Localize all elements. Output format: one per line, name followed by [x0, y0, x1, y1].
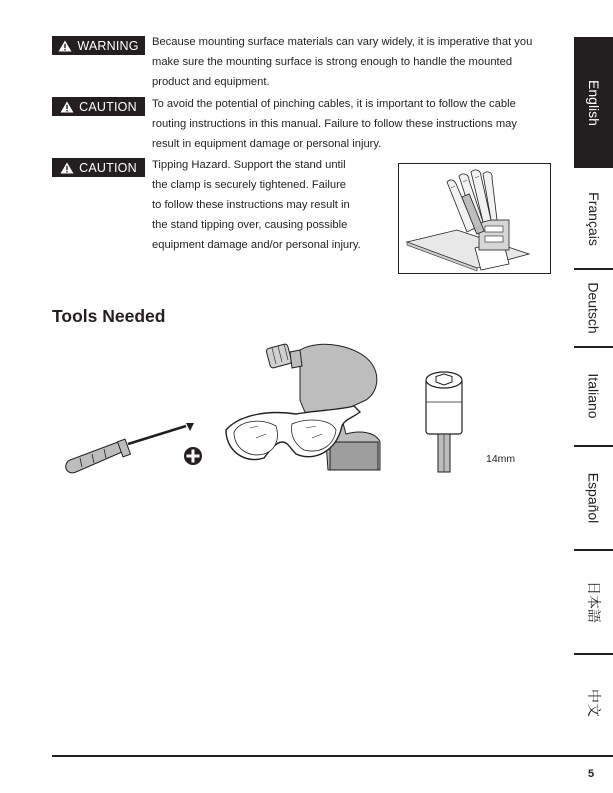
tipping-caution-text: [152, 155, 361, 255]
socket-size-label: 14mm: [486, 453, 516, 465]
caution-line: To avoid the potential of pinching cables, it is important to follow the cable: [152, 98, 516, 110]
tab-francais[interactable]: [574, 170, 613, 267]
tab-chinese-label: 中文: [585, 688, 602, 717]
tab-english-label: English: [585, 79, 602, 126]
warning-line: product and equipment.: [152, 76, 270, 88]
warning-text: [152, 32, 532, 92]
socket-bit-icon: [426, 372, 462, 472]
tab-italiano[interactable]: [574, 348, 613, 444]
phillips-screwdriver-icon: [66, 423, 202, 473]
stand-clamp-drawing: [399, 164, 550, 273]
tab-japanese[interactable]: [574, 551, 613, 652]
warning-triangle-icon: [58, 40, 72, 52]
caution-line: the clamp is securely tightened. Failure: [152, 179, 347, 191]
tab-chinese[interactable]: [574, 655, 613, 750]
tab-espanol-label: Español: [585, 472, 602, 523]
footer-rule: [52, 755, 613, 757]
tab-espanol[interactable]: [574, 447, 613, 548]
warning-line: Because mounting surface materials can vary widely, it is imperative that you: [152, 36, 533, 48]
tab-italiano-label: Italiano: [585, 373, 602, 419]
caution-line: the stand tipping over, causing possible: [152, 219, 348, 231]
warning-triangle-icon: [60, 101, 74, 113]
tab-english[interactable]: [574, 37, 613, 168]
caution-line: Tipping Hazard. Support the stand until: [152, 159, 346, 171]
caution-line: result in equipment damage or personal injury.: [152, 138, 382, 150]
tab-francais-label: Français: [585, 191, 602, 246]
caution-line: routing instructions in this manual. Failure to follow these instructions may: [152, 118, 518, 130]
caution-line: equipment damage and/or personal injury.: [152, 239, 361, 251]
stand-clamp-illustration: [398, 163, 551, 274]
warning-label: [52, 36, 145, 55]
tab-deutsch-label: Deutsch: [585, 281, 602, 334]
tools-illustration: [0, 330, 560, 490]
warning-triangle-icon: [60, 162, 74, 174]
tipping-caution-label: [52, 158, 145, 177]
warning-label-text: WARNING: [77, 38, 139, 53]
tab-deutsch[interactable]: [574, 270, 613, 345]
tools-needed-heading: Tools Needed: [52, 306, 166, 326]
caution-line: to follow these instructions may result in: [152, 199, 350, 211]
warning-line: make sure the mounting surface is strong enough to handle the mounted: [152, 56, 513, 68]
caution-label-text: CAUTION: [79, 99, 137, 114]
caution-label-text: CAUTION: [79, 160, 137, 175]
tab-japanese-label: 日本語: [585, 580, 602, 623]
caution-label: [52, 97, 145, 116]
caution-text: [152, 94, 517, 154]
page-number: 5: [588, 768, 595, 780]
